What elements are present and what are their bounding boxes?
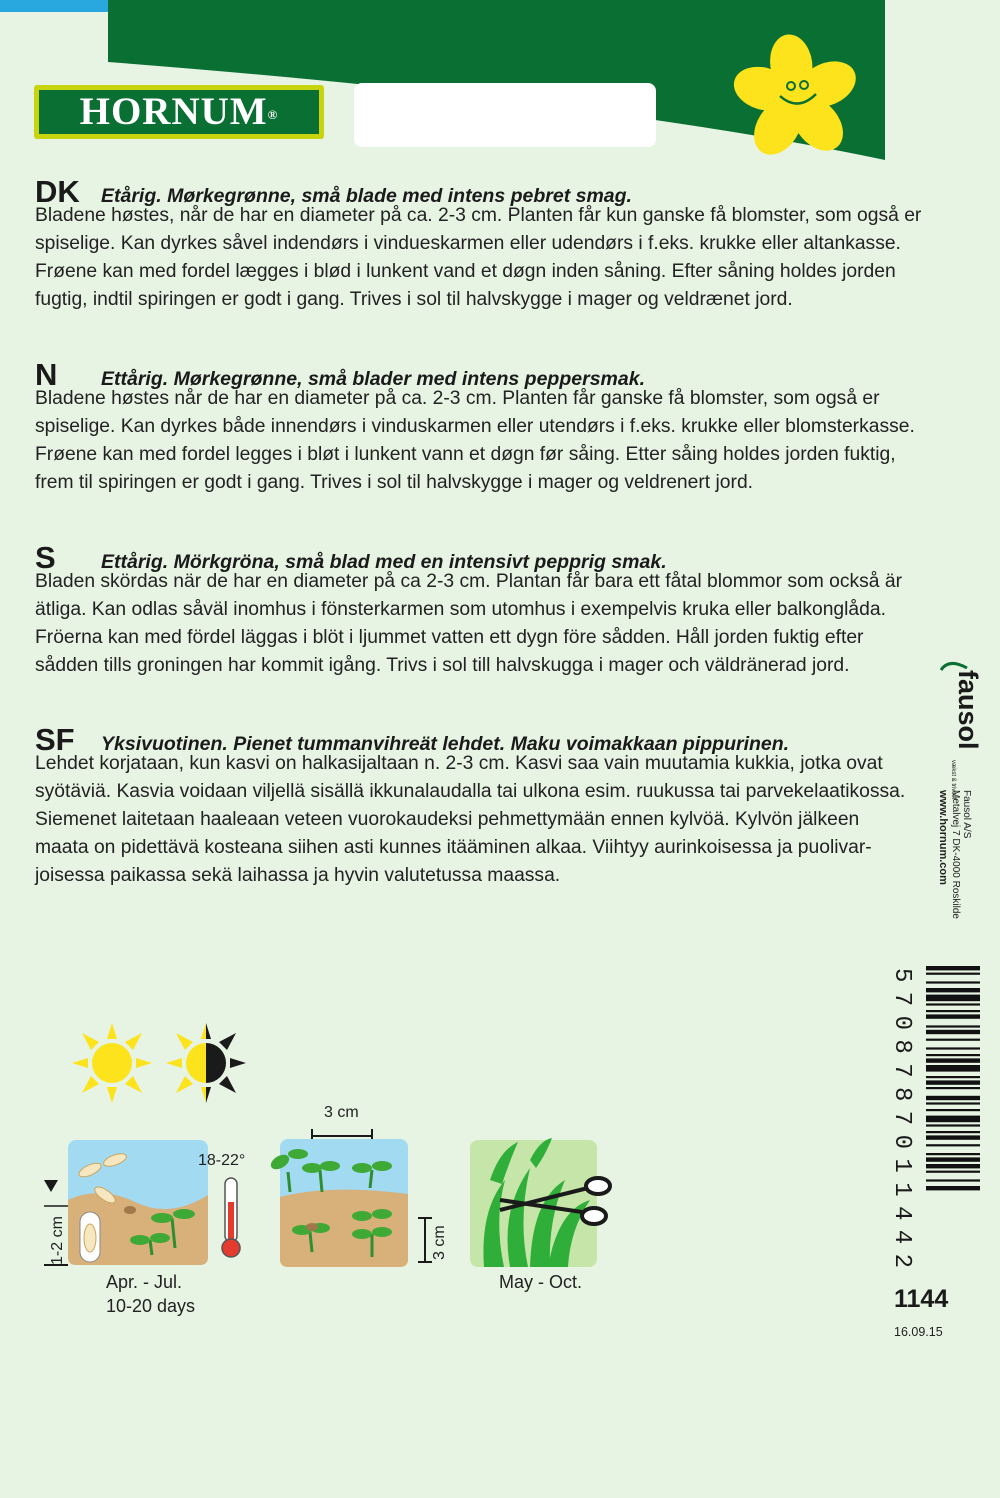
barcode-bar <box>926 1157 980 1161</box>
barcode-bar <box>926 1153 980 1155</box>
body-line: fugtig, indtil spiringen er godt i gang. Trives i sol til halvskygge i mager og veldrænet jord. <box>35 289 793 310</box>
fausol-tagline: vækst & trivsel <box>950 760 956 800</box>
language-code: DK <box>35 174 80 209</box>
barcode-bar <box>926 1047 980 1049</box>
germination-label: 10-20 days <box>106 1296 196 1316</box>
section-title: Etårig. Mørkegrønne, små blade med intens pebret smag. <box>101 185 632 207</box>
spacing-side-label: 3 cm <box>431 1225 448 1260</box>
barcode-bar <box>926 1124 980 1126</box>
barcode-bar <box>926 1080 980 1084</box>
section-n <box>35 357 935 497</box>
barcode-bar <box>926 1054 980 1056</box>
body-line: spiselige. Kan dyrkes både innendørs i vinduskarmen eller utendørs i f.eks. krukke eller blomsterkasse. <box>35 416 915 437</box>
barcode-bar <box>926 1109 980 1111</box>
body-line: Frøene kan med fordel legges i bløt i lunkent vann et døgn før såing. Etter såing holdes jorden fuktig, <box>35 444 896 465</box>
half-shade-icon <box>166 1023 246 1103</box>
barcode-bar <box>926 966 980 970</box>
section-sf <box>35 722 935 890</box>
company-name: Fausol A/S <box>961 790 972 839</box>
fausol-logo-text: fausol <box>953 670 983 750</box>
company-address: Metalvej 7 DK-4000 Roskilde <box>950 790 961 919</box>
body-line: Fröerna kan med fördel läggas i blöt i ljummet vatten ett dygn före sådden. Håll jorden fuktig efter <box>35 627 864 648</box>
body-line: Lehdet korjataan, kun kasvi on halkasijaltaan n. 2-3 cm. Kasvi saa vain muutamia kukkia, jotka ovat <box>35 753 883 774</box>
barcode-bar <box>926 1076 980 1078</box>
body-line: frem til spiringen er godt i gang. Trives i sol til halvskygge i mager og veldrenert jord. <box>35 472 754 493</box>
barcode-bar <box>926 1131 980 1133</box>
barcode-bar <box>926 1030 980 1034</box>
sow-period-label: Apr. - Jul. <box>106 1272 183 1292</box>
barcode-bar <box>926 1003 980 1005</box>
label-blank-box <box>354 83 656 147</box>
barcode-bar <box>926 1179 980 1181</box>
barcode-bar <box>926 973 980 975</box>
language-code: S <box>35 540 56 575</box>
barcode-bar <box>926 1025 980 1027</box>
sowing-depth-label: 1-2 cm <box>49 1216 66 1265</box>
section-dk <box>35 174 935 314</box>
barcode-bar <box>926 1058 980 1062</box>
body-line: syötäviä. Kasvia voidaan viljellä sisällä ikkunalaudalla tai ulkona esim. ruukussa tai parvekelaatikossa. <box>35 781 906 802</box>
section-title: Yksivuotinen. Pienet tummanvihreät lehdet. Maku voimakkaan pippurinen. <box>101 733 790 755</box>
body-line: maata on pidettävä kosteana siihen asti kunnes itääminen alkaa. Viihtyy aurinkoisessa ja puolivar- <box>35 837 872 858</box>
registered-mark: ® <box>267 107 279 122</box>
barcode-bar <box>926 1010 980 1012</box>
barcode-bar <box>926 981 980 983</box>
barcode-bar <box>926 1186 980 1190</box>
barcode-bar <box>926 988 980 992</box>
website: www.hornum.com <box>937 790 949 885</box>
sun-exposure-icons <box>74 1018 254 1108</box>
barcode-bar <box>926 1116 980 1123</box>
section-title: Ettårig. Mørkegrønne, små blader med intens peppersmak. <box>101 368 645 390</box>
barcode-digits: 5708787011442 <box>888 968 915 1268</box>
body-line: Bladene høstes, når de har en diameter på ca. 2-3 cm. Planten får kun ganske få blomster, som også er <box>35 205 922 226</box>
product-number: 1144 <box>894 1285 949 1313</box>
body-line: Frøene kan med fordel lægges i blød i lunkent vand et døgn inden såning. Efter såning holdes jorden <box>35 261 896 282</box>
language-code: N <box>35 357 58 392</box>
barcode-bar <box>926 1144 980 1146</box>
body-line: Bladen skördas när de har en diameter på ca 2-3 cm. Plantan får bara ett fåtal blommor som också är <box>35 571 903 592</box>
barcode-bar <box>926 1087 980 1089</box>
body-line: joisessa paikassa sekä laihassa ja hyvin valutetussa maassa. <box>35 865 561 886</box>
language-code: SF <box>35 722 75 757</box>
fausol-side-block <box>937 660 983 945</box>
spacing-top-label: 3 cm <box>324 1104 359 1121</box>
barcode-bar <box>926 1096 980 1100</box>
barcode <box>890 960 980 1270</box>
body-line: ätliga. Kan odlas såväl inomhus i fönsterkarmen som utomhus i exempelvis kruka eller balkonglåda. <box>35 599 886 620</box>
date-code: 16.09.15 <box>894 1325 943 1339</box>
barcode-bar <box>926 1102 980 1104</box>
full-sun-icon <box>72 1023 152 1103</box>
barcode-bar <box>926 1135 980 1139</box>
barcode-bar <box>926 1171 980 1173</box>
thermometer-icon <box>220 1176 242 1260</box>
body-line: Bladene høstes når de har en diameter på ca. 2-3 cm. Planten får ganske få blomster, som også er <box>35 388 880 409</box>
barcode-bar <box>926 1039 980 1041</box>
harvest-period-label: May - Oct. <box>499 1272 583 1292</box>
harvest-illustration <box>470 1140 630 1270</box>
smiling-flower-icon <box>722 36 870 164</box>
temperature-label: 18-22° <box>198 1152 246 1169</box>
blue-corner-strip <box>0 0 108 12</box>
plant-spacing-illustration <box>250 1122 455 1272</box>
section-s <box>35 540 935 680</box>
hornum-logo <box>34 85 324 139</box>
barcode-bars <box>926 966 980 1190</box>
barcode-bar <box>926 1065 980 1072</box>
logo-text: HORNUM <box>79 90 268 133</box>
body-line: spiselige. Kan dyrkes såvel indendørs i vindueskarmen eller udendørs i f.eks. krukke eller altankasse. <box>35 233 901 254</box>
barcode-bar <box>926 1014 980 1018</box>
barcode-bar <box>926 1164 980 1168</box>
barcode-bar <box>926 995 980 1002</box>
body-line: Siemenet laitetaan haaleaan veteen vuorokaudeksi pehmettymään ennen kylvöä. Kylvön jälkeen <box>35 809 860 830</box>
section-title: Ettårig. Mörkgröna, små blad med en intensivt pepprig smak. <box>101 551 667 573</box>
body-line: sådden tills groningen har kommit igång. Trivs i sol till halvskugga i mager och väldränerad jord. <box>35 655 850 676</box>
